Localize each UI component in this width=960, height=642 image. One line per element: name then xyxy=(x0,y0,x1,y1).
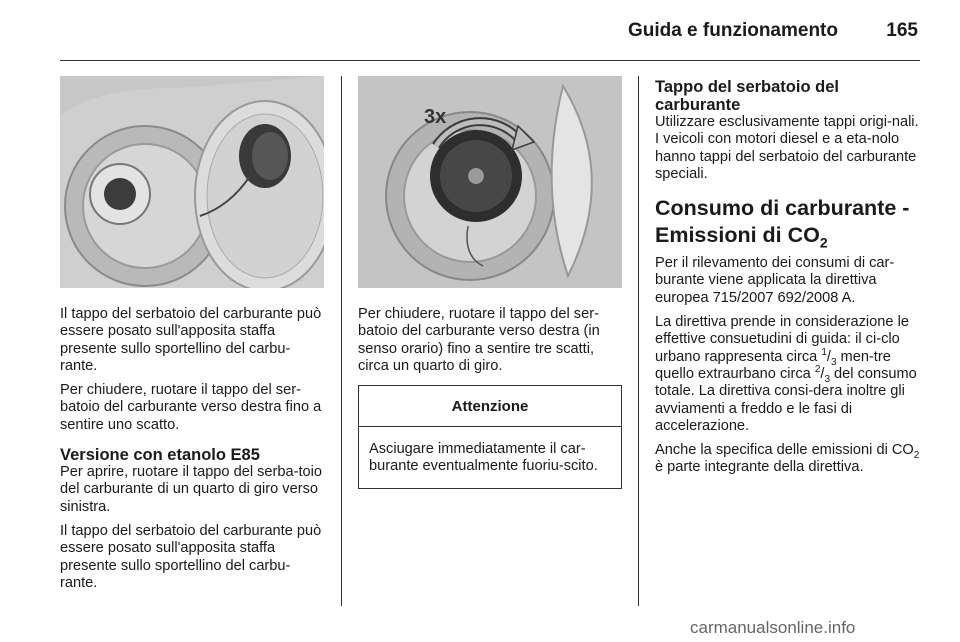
section-heading-e85: Versione con etanolo E85 xyxy=(60,446,260,465)
page-number: 165 xyxy=(886,20,918,41)
warning-notice-box xyxy=(358,385,622,489)
fraction-2-numerator: 2 xyxy=(814,364,821,376)
fuel-cap-open-photo xyxy=(60,76,324,288)
fraction-one-third: $^1/_3$ xyxy=(821,346,837,368)
middle-paragraph-1: Per chiudere, ruotare il tappo del ser-batoio del carburante verso destra (in senso orario) fino a sentire tre scatti, circa un quarto di giro. xyxy=(358,306,600,374)
fuel-cap-closing-photo xyxy=(358,76,622,288)
watermark-text: carmanualsonline.info xyxy=(690,618,856,637)
column-divider-2 xyxy=(638,76,639,606)
left-paragraph-1: Il tappo del serbatoio del carburante può essere posato sull'apposita staffa presente sullo sportellino del carbu-rante. xyxy=(60,306,322,374)
fuel-cap-open-illustration xyxy=(60,76,324,288)
fuel-cap-closing-illustration xyxy=(358,76,622,288)
notice-body xyxy=(359,427,621,488)
left-paragraph-2: Per chiudere, ruotare il tappo del ser-batoio del carburante verso destra fino a sentire uno scatto. xyxy=(60,382,322,433)
notice-title: Attenzione xyxy=(359,386,621,427)
fraction-2-denominator: 3 xyxy=(824,373,830,385)
paragraph-4-part-b: è parte integrante della direttiva. xyxy=(655,459,864,476)
column-divider-1 xyxy=(341,76,342,606)
fraction-1-numerator: 1 xyxy=(821,346,827,358)
co2-subscript: 2 xyxy=(913,450,920,462)
paragraph-3-part-b: men-tre quello extraurbano circa xyxy=(655,348,891,382)
paragraph-4-part-a: Anche la specifica delle emissioni di CO xyxy=(655,442,914,459)
heading-subscript-2: 2 xyxy=(819,234,828,251)
section-heading-consumption xyxy=(655,195,921,249)
paragraph-3-part-a: La direttiva prende in considerazione le effettive consuetudini di guida: il ci-clo urbano rappresenta circa xyxy=(655,314,909,365)
page-header xyxy=(60,0,920,61)
right-column xyxy=(655,78,921,484)
rotation-count-label: 3x xyxy=(424,106,447,128)
header-title: Guida e funzionamento xyxy=(627,20,838,41)
heading-consumption-text: Consumo di carburante - Emissioni di CO xyxy=(655,196,910,248)
middle-column xyxy=(358,76,622,489)
paragraph-3-part-c: del consumo totale. La direttiva consi-dera inoltre gli avviamenti a freddo e le fasi di accelerazione. xyxy=(655,365,917,434)
left-paragraph-3: Per aprire, ruotare il tappo del serba-toio del carburante di un quarto di giro verso sinistra. xyxy=(60,464,323,515)
fraction-two-thirds: $^2/_3$ xyxy=(814,364,830,385)
right-paragraph-4 xyxy=(655,442,921,477)
left-paragraph-4: Il tappo del serbatoio del carburante può essere posato sull'apposita staffa presente sullo sportellino del carbu-rante. xyxy=(60,522,322,591)
fraction-1-denominator: 3 xyxy=(830,356,837,368)
right-paragraph-3 xyxy=(655,314,921,435)
section-heading-fuel-cap: Tappo del serbatoio del carburante xyxy=(655,78,839,114)
right-paragraph-1: Utilizzare esclusivamente tappi origi-nali. I veicoli con motori diesel e a eta-nolo hanno tappi del serbatoio del carburante speciali. xyxy=(655,114,919,182)
notice-text: Asciugare immediatamente il car-burante eventualmente fuoriu-scito. xyxy=(369,441,598,475)
left-column xyxy=(60,76,324,599)
right-paragraph-2: Per il rilevamento dei consumi di car-burante viene applicata la direttiva europea 715/2007 692/2008 A. xyxy=(655,255,895,306)
